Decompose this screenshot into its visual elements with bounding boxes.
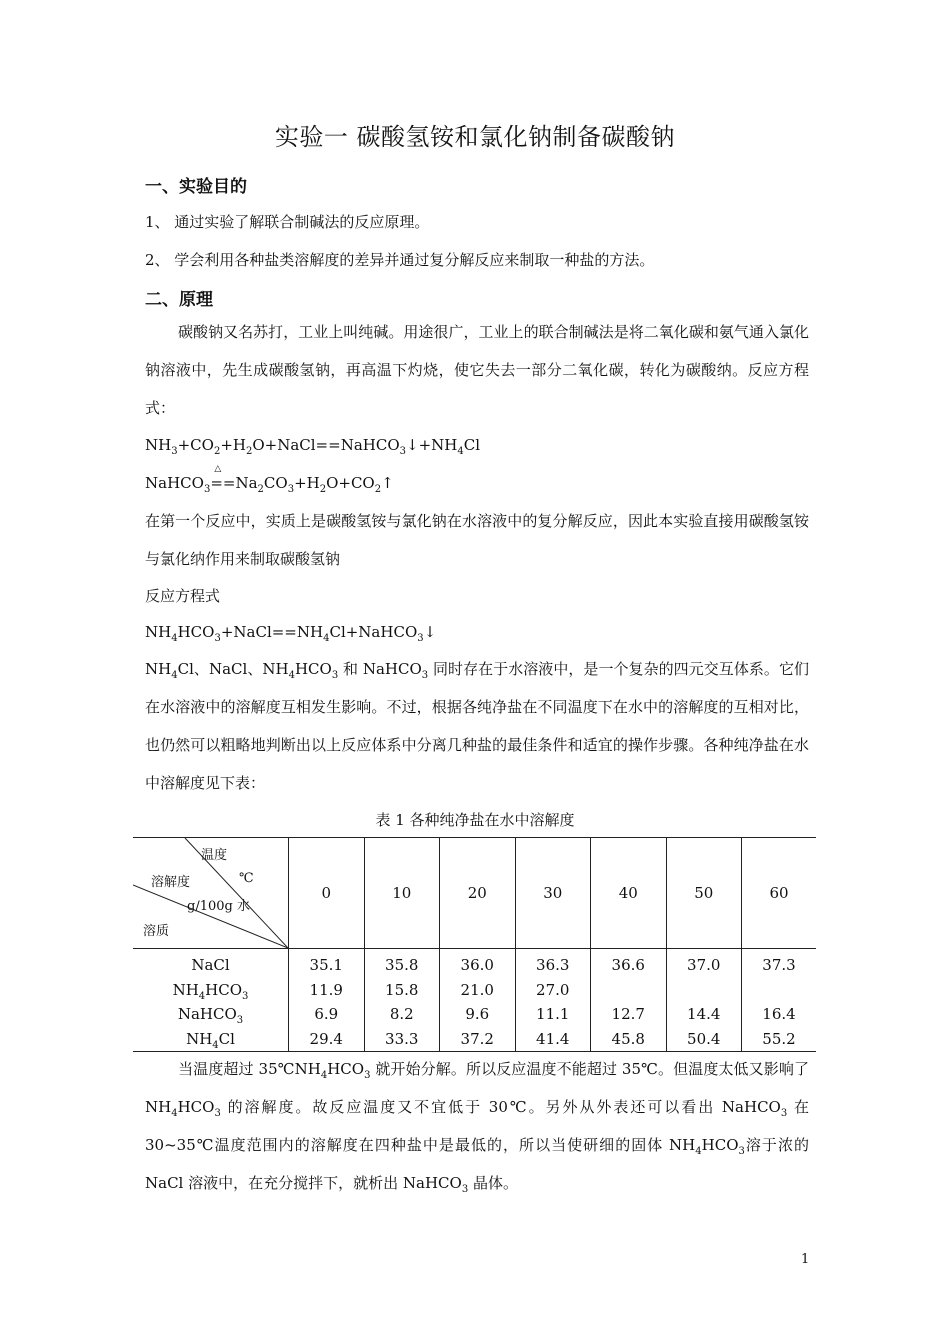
table-cell: 37.0 xyxy=(666,949,742,978)
corner-temp-label: 温度 xyxy=(201,848,228,863)
equation-2: NaHCO$_3$ △ $==Na_2CO_3+H_2O+CO_2↑$ xyxy=(145,464,394,495)
table-cell: 50.4 xyxy=(666,1027,742,1052)
solute-nacl: NaCl xyxy=(191,956,230,975)
table-cell xyxy=(666,978,742,1003)
temp-header: 60 xyxy=(742,838,817,949)
equation-3: $NH_4HCO_3+NaCl==NH_4Cl+NaHCO_3↓$ xyxy=(145,623,437,644)
temp-header: 0 xyxy=(289,838,365,949)
table-cell: 12.7 xyxy=(591,1002,667,1027)
reaction-label: 反应方程式 xyxy=(145,587,221,605)
solute-nh4hco3: $NH_4HCO_3$ xyxy=(172,980,249,1002)
table-cell: 8.2 xyxy=(364,1002,440,1027)
table-cell: 14.4 xyxy=(666,1002,742,1027)
page-number: 1 xyxy=(801,1252,810,1267)
table-cell xyxy=(742,978,817,1003)
table-cell: 6.9 xyxy=(289,1002,365,1027)
table-header-row xyxy=(133,838,816,949)
table-cell: 16.4 xyxy=(742,1002,817,1027)
table-cell: 21.0 xyxy=(440,978,516,1003)
solute-nahco3: NaHCO$_3$ xyxy=(177,1005,244,1027)
table-caption: 表 1 各种纯净盐在水中溶解度 xyxy=(375,811,575,829)
corner-celsius-label: ℃ xyxy=(239,871,254,886)
table-cell: 27.0 xyxy=(515,978,591,1003)
table-cell: 36.3 xyxy=(515,949,591,978)
corner-solubility-label: 溶解度 xyxy=(151,875,191,890)
page-title: 实验一 碳酸氢铵和氯化钠制备碳酸钠 xyxy=(274,123,676,151)
table-cell: 33.3 xyxy=(364,1027,440,1052)
temp-header: 20 xyxy=(440,838,516,949)
table-cell: 45.8 xyxy=(591,1027,667,1052)
table-cell: 37.3 xyxy=(742,949,817,978)
table-cell: 35.8 xyxy=(364,949,440,978)
section-heading-purpose: 一、实验目的 xyxy=(145,177,247,197)
temp-header: 10 xyxy=(364,838,440,949)
purpose-item-1: 1、 通过实验了解联合制碱法的反应原理。 xyxy=(145,213,430,231)
conclusion-paragraph: 当温度超过 $35℃NH_4HCO_3$ 就开始分解。所以反应温度不能超过 35℃。但温度太低又影响了 $NH_4HCO_3$ 的溶解度。故反应温度又不宜低于 30℃。另外从外表还可以看出 NaHCO$_3$ 在 30~35℃温度范围内的溶解度在四种盐中是最低的，所以当使研细的固体 $NH_4HCO_3$溶于浓的 NaCl 溶液中，在充分搅拌下，就析出 NaHCO$_3$ 晶体。 xyxy=(145,1060,809,1195)
table-cell: 29.4 xyxy=(289,1027,365,1052)
table-cell: 9.6 xyxy=(440,1002,516,1027)
principle-paragraph-3: $NH_4Cl$、NaCl、$NH_4HCO_3$ 和 NaHCO$_3$ 同时存在于水溶液中，是一个复杂的四元交互体系。它们在水溶液中的溶解度互相发生影响。不过，根据各纯净盐在不同温度下在水中的溶解度的互相对比，也仍然可以粗略地判断出以上反应体系中分离几种盐的最佳条件和适宜的操作步骤。各种纯净盐在水中溶解度见下表： xyxy=(145,660,809,792)
table-cell: 15.8 xyxy=(364,978,440,1003)
table-row xyxy=(133,978,816,1003)
table-cell: 37.2 xyxy=(440,1027,516,1052)
solute-nh4cl: $NH_4Cl$ xyxy=(133,1027,289,1052)
table-row xyxy=(133,949,816,978)
table-cell xyxy=(591,978,667,1003)
temp-header: 40 xyxy=(591,838,667,949)
corner-solute-label: 溶质 xyxy=(143,924,170,939)
principle-paragraph-1: 碳酸钠又名苏打，工业上叫纯碱。用途很广，工业上的联合制碱法是将二氧化碳和氨气通入氯化钠溶液中，先生成碳酸氢钠，再高温下灼烧，使它失去一部分二氧化碳，转化为碳酸纳。反应方程式： xyxy=(145,323,809,417)
table-cell: 36.6 xyxy=(591,949,667,978)
table-cell: 41.4 xyxy=(515,1027,591,1052)
table-cell: 36.0 xyxy=(440,949,516,978)
solubility-table xyxy=(133,837,816,1052)
corner-unit-label: g/100g 水 xyxy=(187,899,250,914)
principle-paragraph-2: 在第一个反应中，实质上是碳酸氢铵与氯化钠在水溶液中的复分解反应，因此本实验直接用碳酸氢铵与氯化纳作用来制取碳酸氢钠 xyxy=(145,512,809,568)
temp-header: 50 xyxy=(666,838,742,949)
table-cell: 11.9 xyxy=(289,978,365,1003)
section-heading-principle: 二、原理 xyxy=(145,290,213,310)
equation-1: $NH_3+CO_2+H_2O+NaCl==NaHCO_3↓+NH_4Cl$ xyxy=(145,436,480,457)
table-row xyxy=(133,1027,816,1052)
table-cell: 11.1 xyxy=(515,1002,591,1027)
table-corner-cell xyxy=(133,838,289,949)
purpose-item-2: 2、 学会利用各种盐类溶解度的差异并通过复分解反应来制取一种盐的方法。 xyxy=(145,251,655,269)
temp-header: 30 xyxy=(515,838,591,949)
table-row xyxy=(133,1002,816,1027)
table-cell: 55.2 xyxy=(742,1027,817,1052)
table-cell: 35.1 xyxy=(289,949,365,978)
